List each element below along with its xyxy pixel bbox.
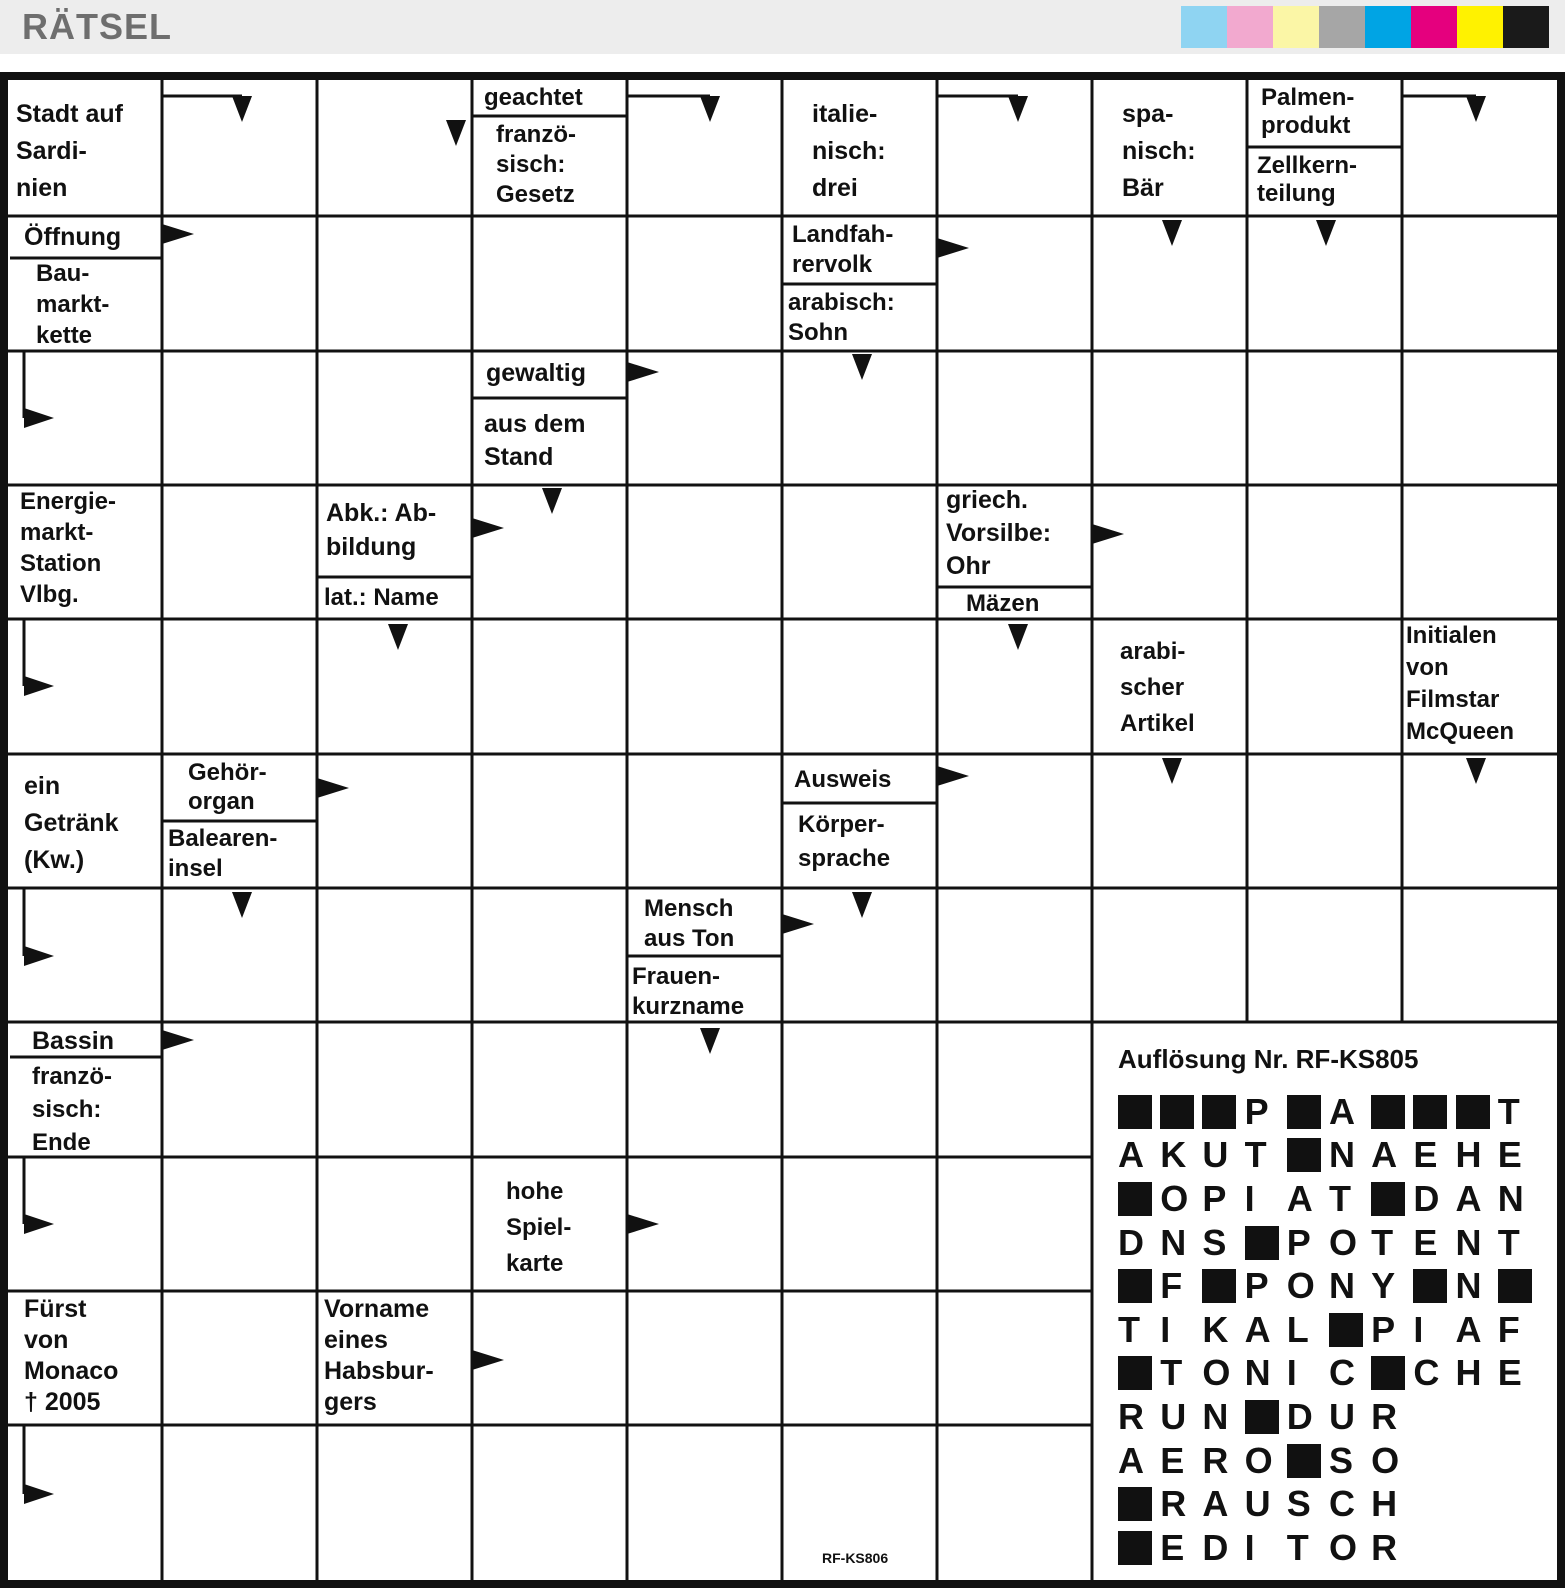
arrow-down-icon xyxy=(446,120,466,146)
solution-letter: K xyxy=(1202,1308,1229,1350)
arrow-right-icon xyxy=(472,1350,504,1370)
clue-griech-vorsilbe-ohr: griech. Vorsilbe: Ohr xyxy=(946,486,1052,580)
solution-row xyxy=(1118,1308,1540,1352)
clue-italienisch-drei: italie- nisch: drei xyxy=(812,100,886,202)
solution-block xyxy=(1371,1177,1413,1221)
arrow-down-icon xyxy=(700,1028,720,1054)
solution-letter: T xyxy=(1160,1352,1183,1394)
solution-block xyxy=(1287,1090,1329,1134)
black-square-icon xyxy=(1160,1095,1194,1129)
arrow-down-icon xyxy=(1466,96,1486,122)
color-swatch-5 xyxy=(1365,6,1411,48)
solution-block xyxy=(1329,1308,1371,1352)
black-square-icon xyxy=(1287,1138,1321,1172)
clue-bassin: Bassin xyxy=(32,1027,114,1055)
solution-row xyxy=(1118,1264,1540,1308)
color-swatch-7 xyxy=(1457,6,1503,48)
color-swatch-8 xyxy=(1503,6,1549,48)
solution-letter: T xyxy=(1497,1221,1520,1263)
arrow-down-icon xyxy=(1008,96,1028,122)
black-square-icon xyxy=(1118,1095,1152,1129)
black-square-icon xyxy=(1329,1313,1363,1347)
arrow-right-icon xyxy=(162,224,194,244)
solution-row xyxy=(1118,1134,1540,1178)
solution-row xyxy=(1118,1221,1540,1265)
solution-letter: H xyxy=(1455,1134,1482,1176)
solution-letter: O xyxy=(1328,1526,1357,1568)
solution-letter: O xyxy=(1328,1221,1357,1263)
clue-energiemarkt-station: Energie- markt- Station Vlbg. xyxy=(20,488,117,608)
solution-block xyxy=(1160,1090,1202,1134)
solution-block xyxy=(1456,1090,1498,1134)
clue-vorname-habsburger: Vorname eines Habsbur- gers xyxy=(324,1295,434,1416)
solution-letter: A xyxy=(1118,1439,1144,1481)
solution-letter: O xyxy=(1160,1177,1189,1219)
solution-letter: N xyxy=(1455,1265,1482,1307)
solution-letter: A xyxy=(1455,1308,1482,1350)
arrow-right-icon xyxy=(627,1214,659,1234)
clue-zellkernteilung: Zellkern- teilung xyxy=(1257,152,1358,207)
solution-letter: U xyxy=(1202,1134,1229,1176)
solution-row xyxy=(1118,1090,1540,1134)
clue-lat-name: lat.: Name xyxy=(324,584,439,611)
solution-letter: R xyxy=(1371,1526,1398,1568)
solution-row xyxy=(1118,1352,1540,1396)
clue-maezen: Mäzen xyxy=(966,590,1040,617)
solution-letter: O xyxy=(1286,1265,1315,1307)
solution-block xyxy=(1118,1526,1160,1570)
solution-block xyxy=(1498,1264,1540,1308)
solution-block xyxy=(1118,1482,1160,1526)
solution-letter: P xyxy=(1202,1177,1227,1219)
solution-letter: D xyxy=(1202,1526,1229,1568)
arrow-down-icon xyxy=(232,96,252,122)
arrow-down-icon xyxy=(1466,758,1486,784)
solution-letter: N xyxy=(1160,1221,1187,1263)
solution-row xyxy=(1118,1395,1540,1439)
solution-block xyxy=(1118,1177,1160,1221)
solution-letter: A xyxy=(1286,1177,1313,1219)
solution-letter: T xyxy=(1118,1308,1140,1350)
clue-landfahrervolk: Landfah- rervolk xyxy=(792,221,894,278)
solution-letter: A xyxy=(1455,1177,1482,1219)
solution-block xyxy=(1371,1090,1413,1134)
solution-letter: A xyxy=(1244,1308,1271,1350)
black-square-icon xyxy=(1202,1269,1236,1303)
solution-letter: E xyxy=(1160,1526,1185,1568)
solution-letter: Y xyxy=(1371,1265,1396,1307)
solution-letter: R xyxy=(1118,1395,1144,1437)
solution-letter: I xyxy=(1244,1526,1255,1568)
solution-letter: P xyxy=(1286,1221,1311,1263)
black-square-icon xyxy=(1202,1095,1236,1129)
color-swatch-1 xyxy=(1181,6,1227,48)
color-swatch-6 xyxy=(1411,6,1457,48)
solution-letter: A xyxy=(1328,1090,1355,1132)
clue-franzoesisch-ende: franzö- sisch: Ende xyxy=(32,1063,112,1156)
clue-ein-getraenk: ein Getränk (Kw.) xyxy=(24,772,119,874)
black-square-icon xyxy=(1413,1095,1447,1129)
clue-balearen-insel: Balearen- insel xyxy=(168,825,278,882)
clue-geachtet: geachtet xyxy=(484,84,583,111)
solution-letter: T xyxy=(1286,1526,1309,1568)
arrow-elbow-icon xyxy=(24,676,54,696)
black-square-icon xyxy=(1498,1269,1532,1303)
solution-block xyxy=(1118,1352,1160,1396)
arrow-elbow-icon xyxy=(24,946,54,966)
solution-letter: T xyxy=(1371,1221,1394,1263)
solution-letter: P xyxy=(1244,1265,1269,1307)
solution-block xyxy=(1371,1352,1413,1396)
solution-letter: E xyxy=(1413,1134,1438,1176)
clue-mensch-aus-ton: Mensch aus Ton xyxy=(644,895,735,952)
solution-letter: A xyxy=(1202,1483,1229,1525)
solution-letter: T xyxy=(1244,1134,1267,1176)
arrow-right-icon xyxy=(627,362,659,382)
clue-arabisch-sohn: arabisch: Sohn xyxy=(788,289,895,346)
color-swatch-2 xyxy=(1227,6,1273,48)
arrow-right-icon xyxy=(937,766,969,786)
solution-grid xyxy=(1118,1090,1540,1570)
arrow-down-icon xyxy=(542,488,562,514)
color-swatch-4 xyxy=(1319,6,1365,48)
solution-letter: T xyxy=(1328,1177,1351,1219)
solution-block xyxy=(1413,1090,1455,1134)
solution-letter: K xyxy=(1160,1134,1187,1176)
clue-frauenkurzname: Frauen- kurzname xyxy=(632,963,745,1020)
solution-letter: E xyxy=(1160,1439,1185,1481)
black-square-icon xyxy=(1245,1226,1279,1260)
clue-ausweis: Ausweis xyxy=(794,766,892,793)
solution-letter: O xyxy=(1202,1352,1231,1394)
arrow-down-icon xyxy=(232,892,252,918)
solution-letter: O xyxy=(1244,1439,1273,1481)
arrow-elbow-icon xyxy=(24,1484,54,1504)
arrow-down-icon xyxy=(1162,220,1182,246)
solution-row xyxy=(1118,1526,1540,1570)
arrow-elbow-icon xyxy=(24,408,54,428)
page-title: RÄTSEL xyxy=(22,6,172,47)
clue-initialen-mcqueen: Initialen von Filmstar McQueen xyxy=(1406,622,1515,745)
solution-letter: D xyxy=(1413,1177,1440,1219)
arrow-down-icon xyxy=(852,892,872,918)
solution-letter: N xyxy=(1328,1134,1355,1176)
black-square-icon xyxy=(1413,1269,1447,1303)
clue-palmenprodukt: Palmen- produkt xyxy=(1261,84,1355,139)
arrow-right-icon xyxy=(317,778,349,798)
puzzle-code: RF-KS806 xyxy=(822,1550,889,1566)
crossword-board xyxy=(0,72,1565,1588)
solution-letter: H xyxy=(1371,1483,1398,1525)
solution-letter: T xyxy=(1497,1090,1520,1132)
arrow-right-icon xyxy=(1092,524,1124,544)
solution-letter: R xyxy=(1160,1483,1187,1525)
solution-letter: N xyxy=(1244,1352,1271,1394)
arrow-elbow-icon xyxy=(24,1214,54,1234)
solution-letter: A xyxy=(1371,1134,1398,1176)
solution-block xyxy=(1287,1134,1329,1178)
clue-franzoesisch-gesetz: franzö- sisch: Gesetz xyxy=(496,121,576,208)
solution-letter: F xyxy=(1160,1265,1183,1307)
solution-letter: E xyxy=(1497,1352,1522,1394)
arrow-right-icon xyxy=(937,238,969,258)
solution-block xyxy=(1413,1264,1455,1308)
solution-letter: D xyxy=(1118,1221,1144,1263)
solution-letter: O xyxy=(1371,1439,1400,1481)
arrow-down-icon xyxy=(388,624,408,650)
solution-block xyxy=(1202,1264,1244,1308)
black-square-icon xyxy=(1371,1182,1405,1216)
solution-letter: N xyxy=(1328,1265,1355,1307)
solution-letter: A xyxy=(1118,1134,1144,1176)
arrow-right-icon xyxy=(782,914,814,934)
solution-letter: U xyxy=(1244,1483,1271,1525)
arrow-right-icon xyxy=(472,518,504,538)
arrow-down-icon xyxy=(1008,624,1028,650)
solution-letter: S xyxy=(1202,1221,1227,1263)
black-square-icon xyxy=(1371,1095,1405,1129)
clue-fuerst-von-monaco: Fürst von Monaco † 2005 xyxy=(24,1295,119,1416)
arrow-right-icon xyxy=(162,1030,194,1050)
solution-letter: L xyxy=(1286,1308,1309,1350)
clue-gehoerorgan: Gehör- organ xyxy=(188,759,267,815)
solution-letter: H xyxy=(1455,1352,1482,1394)
black-square-icon xyxy=(1245,1400,1279,1434)
solution-block xyxy=(1245,1395,1287,1439)
solution-letter: F xyxy=(1497,1308,1520,1350)
solution-letter: I xyxy=(1286,1352,1297,1394)
clue-stadt-auf-sardinien: Stadt auf Sardi- nien xyxy=(16,100,123,202)
solution-row xyxy=(1118,1177,1540,1221)
arrow-down-icon xyxy=(1316,220,1336,246)
black-square-icon xyxy=(1118,1182,1152,1216)
solution-block xyxy=(1118,1090,1160,1134)
solution-row xyxy=(1118,1439,1540,1483)
clue-arabischer-artikel: arabi- scher Artikel xyxy=(1120,638,1195,737)
solution-letter: S xyxy=(1286,1483,1311,1525)
solution-letter: E xyxy=(1413,1221,1438,1263)
solution-letter: N xyxy=(1202,1395,1229,1437)
black-square-icon xyxy=(1287,1444,1321,1478)
solution-letter: N xyxy=(1455,1221,1482,1263)
solution-letter: E xyxy=(1497,1134,1522,1176)
color-calibration-strip xyxy=(1181,6,1549,48)
clue-baumarktkette: Bau- markt- kette xyxy=(36,260,110,349)
solution-block xyxy=(1118,1264,1160,1308)
solution-row xyxy=(1118,1482,1540,1526)
solution-block xyxy=(1202,1090,1244,1134)
black-square-icon xyxy=(1456,1095,1490,1129)
solution-letter: U xyxy=(1328,1395,1355,1437)
solution-letter: D xyxy=(1286,1395,1313,1437)
solution-letter: C xyxy=(1328,1352,1355,1394)
clue-hohe-spielkarte: hohe Spiel- karte xyxy=(506,1178,572,1277)
solution-letter: U xyxy=(1160,1395,1187,1437)
solution-letter: P xyxy=(1244,1090,1269,1132)
clue-gewaltig: gewaltig xyxy=(486,359,587,387)
black-square-icon xyxy=(1118,1356,1152,1390)
clue-aus-dem-stand: aus dem Stand xyxy=(484,410,586,471)
black-square-icon xyxy=(1118,1269,1152,1303)
clue-oeffnung: Öffnung xyxy=(24,223,122,251)
clue-koerpersprache: Körper- sprache xyxy=(798,811,891,872)
solution-letter: P xyxy=(1371,1308,1396,1350)
black-square-icon xyxy=(1287,1095,1321,1129)
clue-spanisch-baer: spa- nisch: Bär xyxy=(1122,100,1196,202)
color-swatch-3 xyxy=(1273,6,1319,48)
solution-letter: C xyxy=(1413,1352,1440,1394)
solution-letter: I xyxy=(1413,1308,1424,1350)
solution-letter: R xyxy=(1371,1395,1398,1437)
solution-letter: N xyxy=(1497,1177,1524,1219)
solution-letter: I xyxy=(1160,1308,1171,1350)
arrow-down-icon xyxy=(852,354,872,380)
header-bar xyxy=(0,0,1565,54)
clue-abk-abbildung: Abk.: Ab- bildung xyxy=(326,499,437,561)
black-square-icon xyxy=(1371,1356,1405,1390)
solution-letter: S xyxy=(1328,1439,1353,1481)
solution-letter: R xyxy=(1202,1439,1229,1481)
solution-block xyxy=(1245,1221,1287,1265)
arrow-down-icon xyxy=(1162,758,1182,784)
solution-block xyxy=(1287,1439,1329,1483)
solution-title: Auflösung Nr. RF-KS805 xyxy=(1118,1044,1419,1074)
solution-letter: C xyxy=(1328,1483,1355,1525)
solution-letter: I xyxy=(1244,1177,1255,1219)
black-square-icon xyxy=(1118,1487,1152,1521)
black-square-icon xyxy=(1118,1531,1152,1565)
arrow-down-icon xyxy=(700,96,720,122)
